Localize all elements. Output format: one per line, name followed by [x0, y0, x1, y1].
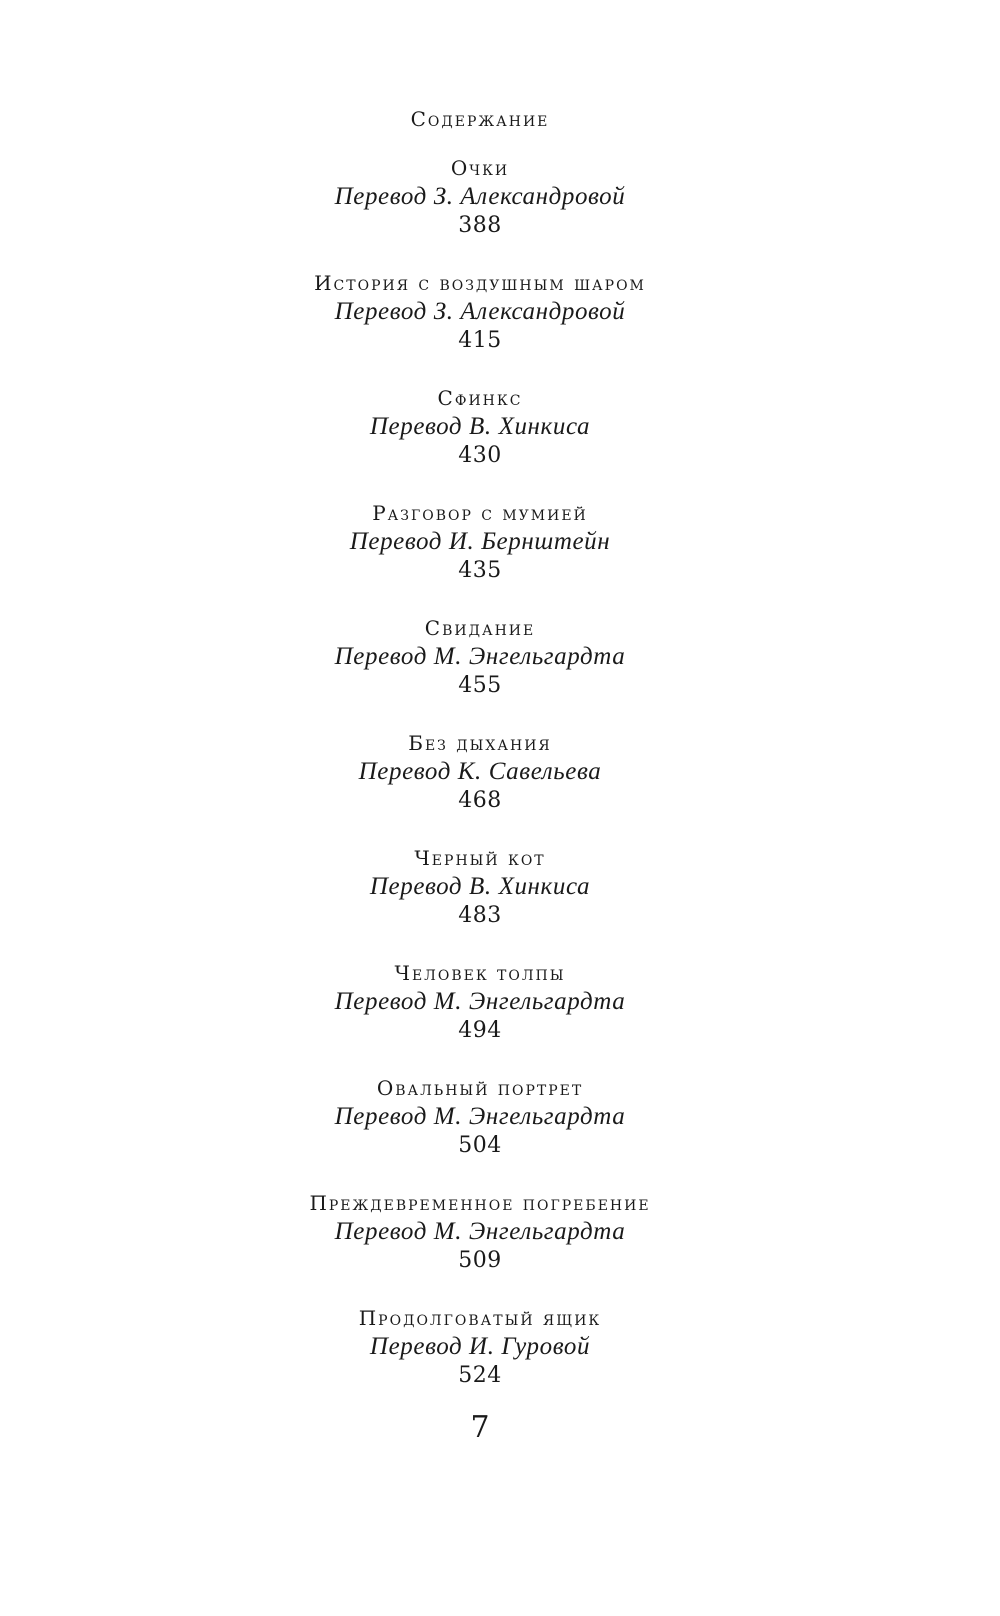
entry-page-number: 455 — [458, 673, 502, 698]
entry-page-number: 468 — [458, 788, 502, 813]
toc-entry — [0, 729, 960, 844]
page-folio-number: 7 — [470, 1410, 490, 1445]
entry-title: Разговор с мумией — [372, 501, 588, 525]
toc-entries — [0, 154, 960, 1419]
toc-entry — [0, 614, 960, 729]
toc-entry — [0, 1074, 960, 1189]
entry-title: Продолговатый ящик — [358, 1306, 602, 1330]
entry-translator: Перевод З. Александровой — [334, 298, 626, 325]
entry-translator: Перевод М. Энгельгардта — [334, 988, 626, 1015]
entry-title: Очки — [450, 156, 510, 180]
toc-entry — [0, 499, 960, 614]
entry-title: История с воздушным шаром — [314, 271, 646, 295]
entry-title: Свидание — [424, 616, 536, 640]
entry-translator: Перевод И. Бернштейн — [349, 528, 611, 555]
entry-title: Сфинкс — [437, 386, 523, 410]
entry-title: Человек толпы — [394, 961, 566, 985]
toc-entry — [0, 384, 960, 499]
entry-translator: Перевод К. Савельева — [358, 758, 602, 785]
entry-translator: Перевод М. Энгельгардта — [334, 1218, 626, 1245]
entry-title: Без дыхания — [408, 731, 552, 755]
entry-page-number: 509 — [458, 1248, 502, 1273]
entry-page-number: 388 — [458, 213, 502, 238]
entry-translator: Перевод В. Хинкиса — [369, 873, 591, 900]
entry-title: Черный кот — [414, 846, 546, 870]
entry-title: Овальный портрет — [376, 1076, 584, 1100]
entry-translator: Перевод М. Энгельгардта — [334, 643, 626, 670]
toc-entry — [0, 269, 960, 384]
toc-entry — [0, 844, 960, 959]
toc-entry — [0, 959, 960, 1074]
entry-page-number: 435 — [458, 558, 502, 583]
entry-page-number: 494 — [458, 1018, 502, 1043]
toc-entry — [0, 1189, 960, 1304]
entry-translator: Перевод И. Гуровой — [369, 1333, 591, 1360]
entry-translator: Перевод З. Александровой — [334, 183, 626, 210]
entry-page-number: 415 — [458, 328, 502, 353]
toc-header: Содержание — [410, 107, 550, 131]
entry-page-number: 430 — [458, 443, 502, 468]
entry-page-number: 504 — [458, 1133, 502, 1158]
toc-entry — [0, 154, 960, 269]
entry-translator: Перевод В. Хинкиса — [369, 413, 591, 440]
entry-title: Преждевременное погребение — [309, 1191, 651, 1215]
toc-entry — [0, 1304, 960, 1419]
entry-translator: Перевод М. Энгельгардта — [334, 1103, 626, 1130]
entry-page-number: 524 — [458, 1363, 502, 1388]
entry-page-number: 483 — [458, 903, 502, 928]
